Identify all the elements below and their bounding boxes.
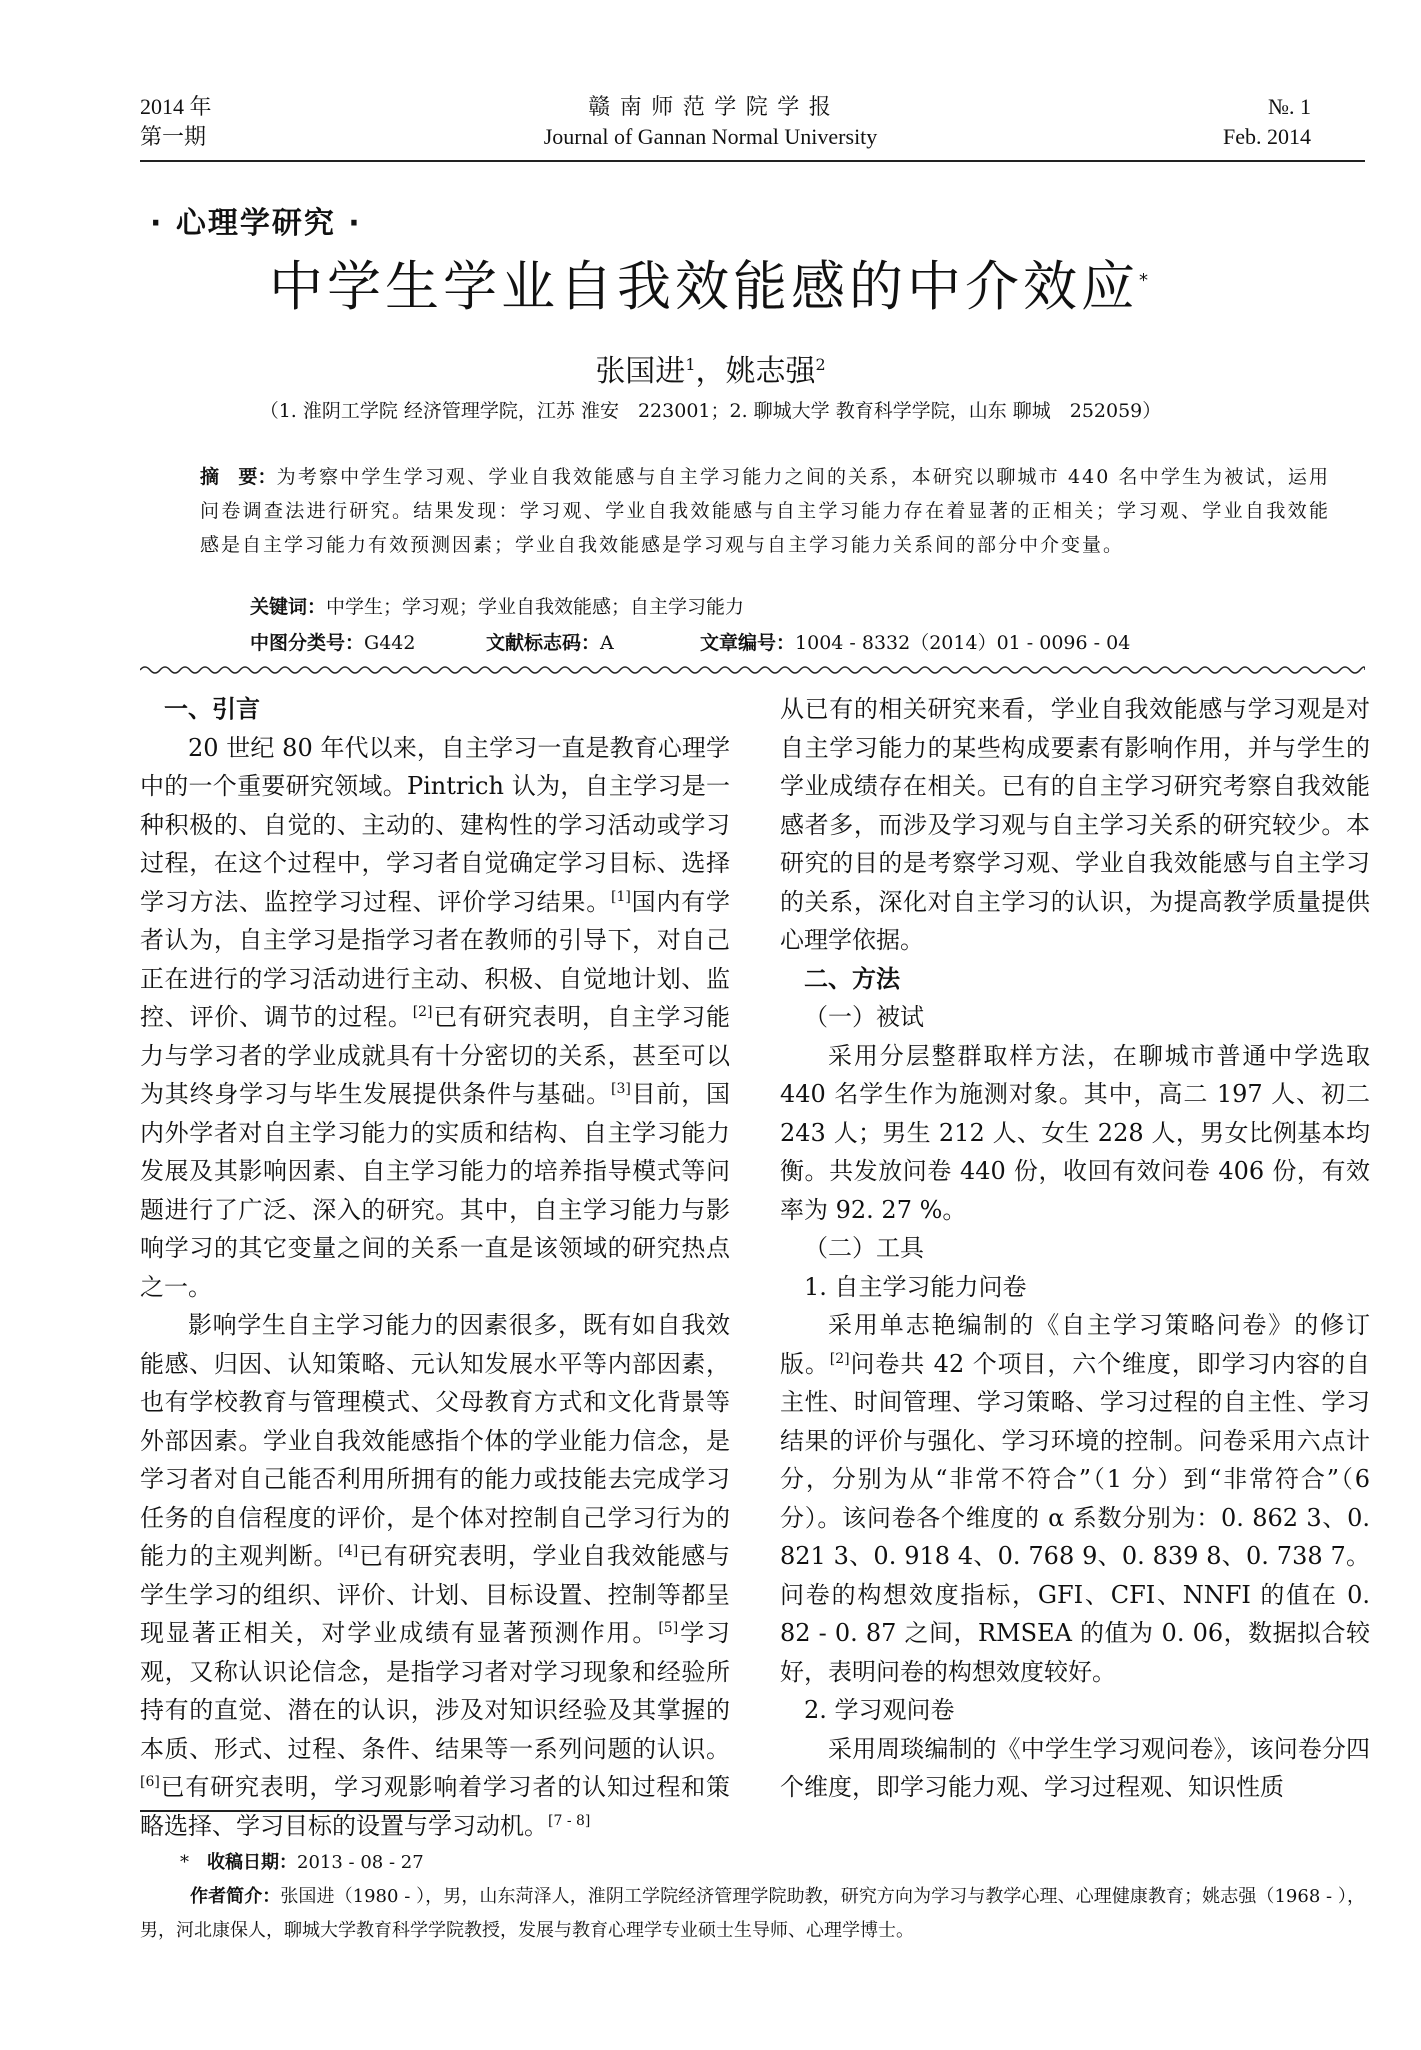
- paragraph-2-continued: [780, 690, 1370, 960]
- citation-1: [1]: [611, 888, 631, 905]
- p2-text-3: 学习观，又称认识论信念，是指学习者对学习现象和经验所持有的直觉、潜在的认识，涉及对知识经验及其掌握的本质、形式、过程、条件、结果等一系列问题的认识。: [140, 1619, 731, 1763]
- header-rule: [140, 160, 1365, 162]
- received-date: 2013 - 08 - 27: [297, 1852, 424, 1873]
- subsection-tools-heading: （二）工具: [804, 1234, 924, 1262]
- p4-text-2: 问卷共 42 个项目，六个维度，即学习内容的自主性、时间管理、学习策略、学习过程的自主性、学习结果的评价与强化、学习环境的控制。问卷采用六点计分，分别为从“非常不符合”（1 分）到“非常符合”（6 分）。该问卷各个维度的 α 系数分别为：0. 862 3、0. 821 3、0. 918 4、0. 768 9、0. 839 8、0. 738 7。问卷的构想效度指标，GFI、CFI、NNFI 的值在 0. 82 - 0. 87 之间，RMSEA 的值为 0. 06，数据拟合较好，表明问卷的构想效度较好。: [780, 1349, 1371, 1686]
- right-column: [780, 690, 1370, 1807]
- paragraph-1: [140, 729, 730, 1307]
- journal-name-cn: 赣 南 师 范 学 院 学 报: [588, 94, 833, 119]
- title-footnote-mark: *: [1139, 270, 1152, 291]
- citation-7-8: [7 - 8]: [548, 1812, 591, 1829]
- abstract-label: 摘 要：: [200, 466, 277, 488]
- journal-name-en: Journal of Gannan Normal University: [543, 124, 878, 149]
- header-issue: 第一期: [140, 124, 207, 149]
- header-number-info: [1223, 92, 1311, 152]
- keywords-text: 中学生；学习观；学业自我效能感；自主学习能力: [326, 596, 745, 618]
- article-value: 1004 - 8332（2014）01 - 0096 - 04: [795, 632, 1131, 654]
- clc-value: G442: [364, 632, 416, 654]
- author-1: 张国进: [595, 354, 686, 389]
- footnote-received: [140, 1846, 1365, 1880]
- footnote-bio: [140, 1880, 1365, 1948]
- section-1-heading: 一、引言: [164, 695, 260, 723]
- citation-2: [2]: [412, 1004, 433, 1020]
- citation-4: [4]: [338, 1543, 359, 1559]
- bio-text: 张国进（1980 - ），男，山东菏泽人，淮阴工学院经济管理学院助教，研究方向为学习与教学心理、心理健康教育；姚志强（1968 - ），男，河北康保人，聊城大学教育科学学院教授，发展与教育心理学专业硕士生导师、心理学博士。: [140, 1886, 1366, 1941]
- section-2-heading: 二、方法: [804, 964, 900, 993]
- p4-text-1: 采用单志艳编制的《自主学习策略问卷》的修订版。: [780, 1311, 1370, 1378]
- section-tag: · 心理学研究 ·: [150, 206, 362, 241]
- p2-text-5-cont: 从已有的相关研究来看，学业自我效能感与学习观是对自主学习能力的某些构成要素有影响作用，并与学生的学业成绩存在相关。已有的自主学习研究考察自我效能感者多，而涉及学习观与自主学习关系的研究较少。本研究的目的是考察学习观、学业自我效能感与自主学习的关系，深化对自主学习的认识，为提高教学质量提供心理学依据。: [780, 695, 1370, 954]
- header-year: 2014 年: [140, 94, 212, 119]
- doc-code: [486, 626, 614, 660]
- received-label: 收稿日期：: [207, 1852, 297, 1873]
- paper-title-text: 中学生学业自我效能感的中介效应: [269, 255, 1139, 318]
- footnote-mark: *: [180, 1852, 189, 1873]
- doc-label: 文献标志码：: [486, 632, 601, 654]
- wavy-divider: [140, 664, 1365, 676]
- citation-3: [3]: [611, 1081, 631, 1097]
- p1-text-2: 国内有学者认为，自主学习是指学习者在教师的引导下，对自己正在进行的学习活动进行主动、积极、自觉地计划、监控、评价、调节的过程。: [140, 887, 731, 1031]
- p1-text-4: 目前，国内外学者对自主学习能力的实质和结构、自主学习能力发展及其影响因素、自主学习能力的培养指导模式等问题进行了广泛、深入的研究。其中，自主学习能力与影响学习的其它变量之间的关系一直是该领域的研究热点之一。: [140, 1080, 731, 1301]
- article-label: 文章编号：: [700, 632, 796, 654]
- author-2: 姚志强: [725, 354, 816, 389]
- affiliation: （1. 淮阴工学院 经济管理学院，江苏 淮安 223001；2. 聊城大学 教育科学学院，山东 聊城 252059）: [259, 400, 1162, 422]
- keywords: [250, 590, 1330, 624]
- paragraph-4: [780, 1306, 1370, 1691]
- footnote-rule: [140, 1810, 450, 1812]
- header-number: №. 1: [1268, 94, 1311, 119]
- paragraph-2: [140, 1306, 730, 1845]
- abstract: [200, 460, 1330, 562]
- abstract-text: 为考察中学生学习观、学业自我效能感与自主学习能力之间的关系，本研究以聊城市 440 名中学生为被试，运用问卷调查法进行研究。结果发现：学习观、学业自我效能感与自主学习能力存在着显著的正相关；学习观、学业自我效能感是自主学习能力有效预测因素；学业自我效能感是学习观与自主学习能力关系间的部分中介变量。: [200, 466, 1330, 556]
- bio-label: 作者简介：: [190, 1886, 281, 1907]
- citation-6: [6]: [140, 1774, 160, 1790]
- keywords-label: 关键词：: [250, 596, 327, 618]
- tool-1-heading: 1. 自主学习能力问卷: [804, 1272, 1027, 1301]
- subsection-subjects-heading: （一）被试: [804, 1003, 924, 1031]
- paragraph-3: 采用分层整群取样方法，在聊城市普通中学选取 440 名学生作为施测对象。其中，高二 197 人、初二 243 人；男生 212 人、女生 228 人，男女比例基本均衡。共发放问卷 440 份，收回有效问卷 406 份，有效率为 92. 27 %。: [780, 1041, 1370, 1224]
- article-number: [700, 626, 1130, 660]
- paragraph-5: 采用周琰编制的《中学生学习观问卷》，该问卷分四个维度，即学习能力观、学习过程观、知识性质: [780, 1734, 1370, 1801]
- tool-2-heading: 2. 学习观问卷: [804, 1696, 955, 1724]
- clc-code: [250, 626, 415, 660]
- left-column: [140, 690, 730, 1845]
- citation-5: [5]: [658, 1620, 679, 1636]
- p2-text-1: 影响学生自主学习能力的因素很多，既有如自我效能感、归因、认知策略、元认知发展水平等内部因素，也有学校教育与管理模式、父母教育方式和文化背景等外部因素。学业自我效能感指个体的学业能力信念，是学习者对自己能否利用所拥有的能力或技能去完成学习任务的自信程度的评价，是个体对控制自己学习行为的能力的主观判断。: [140, 1311, 730, 1570]
- header-date: Feb. 2014: [1223, 124, 1311, 149]
- doc-value: A: [600, 632, 614, 654]
- header-journal: [0, 92, 1421, 152]
- p1-text-3: 已有研究表明，自主学习能力与学习者的学业成就具有十分密切的关系，甚至可以为其终身学习与毕生发展提供条件与基础。: [140, 1003, 731, 1108]
- clc-label: 中图分类号：: [250, 632, 365, 654]
- author-2-affil: 2: [815, 355, 826, 374]
- p2-text-4: 已有研究表明，学习观影响着学习者的认知过程和策略选择、学习目标的设置与学习动机。: [140, 1773, 730, 1840]
- author-separator: ，: [695, 354, 726, 389]
- author-list: [0, 346, 1421, 390]
- p1-text-1: 20 世纪 80 年代以来，自主学习一直是教育心理学中的一个重要研究领域。Pintrich 认为，自主学习是一种积极的、自觉的、主动的、建构性的学习活动或学习过程，在这个过程中，学习者自觉确定学习目标、选择学习方法、监控学习过程、评价学习结果。: [140, 733, 730, 916]
- author-1-affil: 1: [685, 355, 696, 374]
- p2-text-2: 已有研究表明，学业自我效能感与学生学习的组织、评价、计划、目标设置、控制等都呈现显著正相关，对学业成绩有显著预测作用。: [140, 1542, 731, 1647]
- citation-2b: [2]: [829, 1350, 850, 1367]
- paper-title: [0, 244, 1421, 321]
- footnote: [140, 1846, 1365, 1948]
